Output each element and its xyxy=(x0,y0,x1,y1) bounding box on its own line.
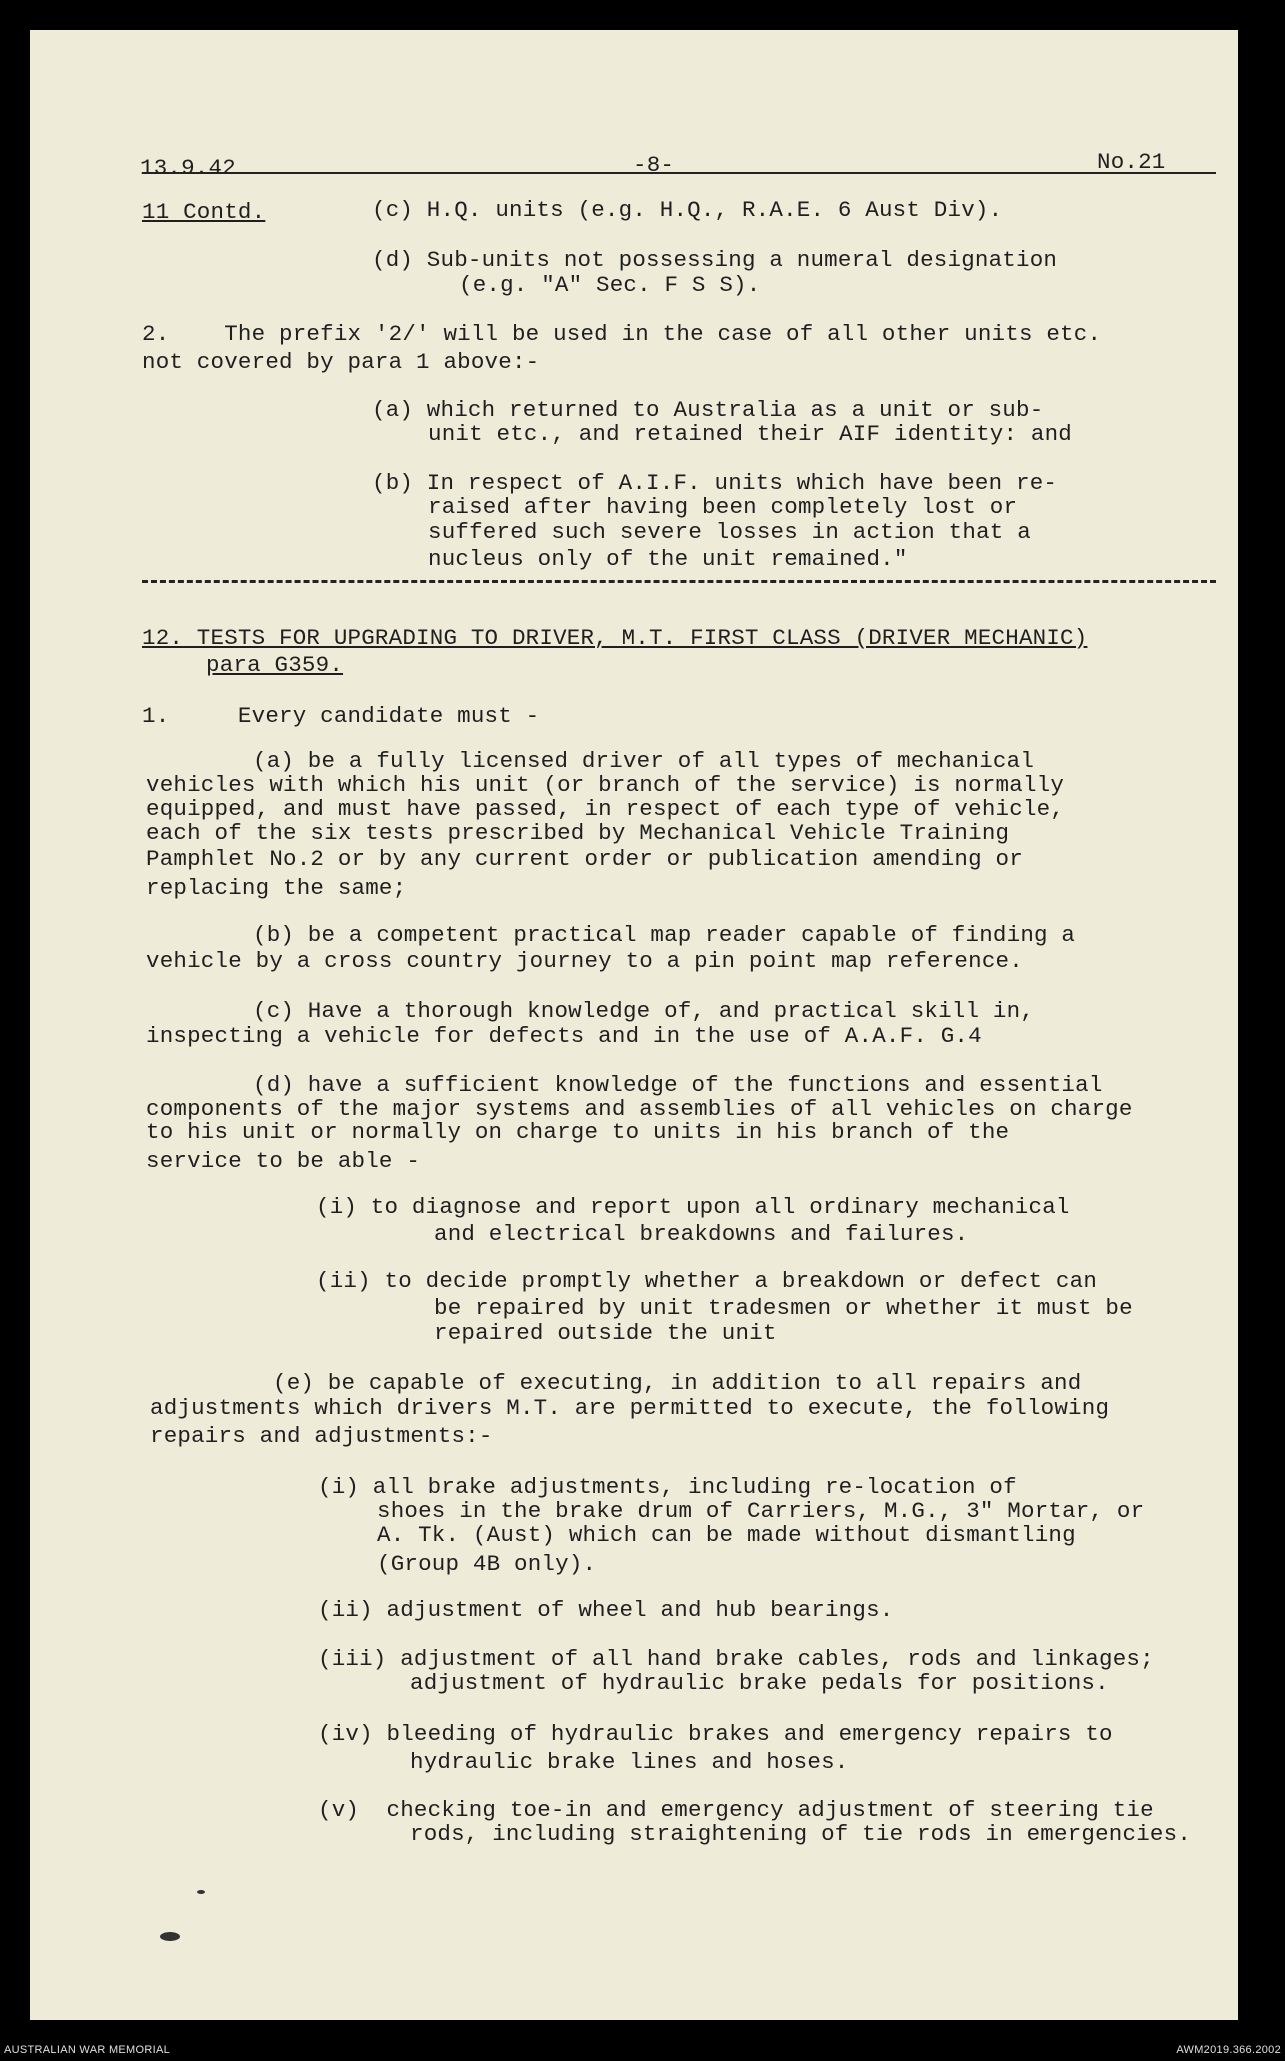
header-rule xyxy=(142,172,1216,174)
para-1a-line-1: (a) be a fully licensed driver of all types of mechanical xyxy=(253,748,1035,774)
binding-mark-small xyxy=(197,1890,205,1894)
section-12-heading-ref: para G359. xyxy=(206,652,344,678)
para-1-intro: 1. Every candidate must - xyxy=(142,703,540,729)
para-2-line-1: 2. The prefix '2/' will be used in the case of all other units etc. xyxy=(142,321,1102,347)
para-1a-line-5: Pamphlet No.2 or by any current order or publication amending or xyxy=(146,846,1023,872)
para-1e-i-line-4: (Group 4B only). xyxy=(377,1551,597,1577)
binding-mark xyxy=(160,1932,180,1941)
para-1c-line-2: inspecting a vehicle for defects and in the use of A.A.F. G.4 xyxy=(146,1023,982,1049)
para-1e-iii-line-2: adjustment of hydraulic brake pedals for positions. xyxy=(410,1670,1109,1696)
section-12-heading: 12. TESTS FOR UPGRADING TO DRIVER, M.T. FIRST CLASS (DRIVER MECHANIC) xyxy=(142,625,1088,651)
para-2b-line-3: suffered such severe losses in action that a xyxy=(428,519,1031,545)
para-1e-i-line-1: (i) all brake adjustments, including re-location of xyxy=(318,1474,1017,1500)
section-divider xyxy=(142,580,1216,583)
para-1b-line-1: (b) be a competent practical map reader capable of finding a xyxy=(253,922,1076,948)
para-1a-line-6: replacing the same; xyxy=(146,875,407,901)
para-2a-line-2: unit etc., and retained their AIF identity: and xyxy=(428,421,1073,447)
line-d-sub-units: (d) Sub-units not possessing a numeral designation xyxy=(372,247,1058,273)
para-1e-iii-line-1: (iii) adjustment of all hand brake cables, rods and linkages; xyxy=(318,1646,1154,1672)
line-c-hq-units: (c) H.Q. units (e.g. H.Q., R.A.E. 6 Aust Div). xyxy=(372,197,1003,223)
para-1d-i-line-1: (i) to diagnose and report upon all ordinary mechanical xyxy=(316,1194,1070,1220)
header-page-number: -8- xyxy=(633,152,675,178)
para-1d-line-4: service to be able - xyxy=(146,1148,421,1174)
para-2b-line-4: nucleus only of the unit remained." xyxy=(428,546,908,572)
para-1d-ii-line-3: repaired outside the unit xyxy=(434,1320,777,1346)
section-11-heading: 11 Contd. xyxy=(142,199,266,225)
para-1e-iv-line-1: (iv) bleeding of hydraulic brakes and emergency repairs to xyxy=(318,1721,1113,1747)
para-1c-line-1: (c) Have a thorough knowledge of, and practical skill in, xyxy=(253,998,1035,1024)
para-1e-v-line-1: (v) checking toe-in and emergency adjustment of steering tie xyxy=(318,1797,1154,1823)
footer-credit: AUSTRALIAN WAR MEMORIAL xyxy=(4,2044,171,2056)
para-2a-line-1: (a) which returned to Australia as a unit or sub- xyxy=(372,397,1044,423)
para-2b-line-2: raised after having been completely lost or xyxy=(428,494,1018,520)
para-1e-line-3: repairs and adjustments:- xyxy=(150,1423,493,1449)
para-1d-line-1: (d) have a sufficient knowledge of the functions and essential xyxy=(253,1072,1103,1098)
para-1e-iv-line-2: hydraulic brake lines and hoses. xyxy=(410,1749,849,1775)
para-1a-line-4: each of the six tests prescribed by Mechanical Vehicle Training xyxy=(146,820,1010,846)
para-1e-i-line-2: shoes in the brake drum of Carriers, M.G., 3" Mortar, or xyxy=(377,1498,1145,1524)
para-1d-ii-line-1: (ii) to decide promptly whether a breakdown or defect can xyxy=(316,1268,1098,1294)
para-1d-line-3: to his unit or normally on charge to units in his branch of the xyxy=(146,1119,1010,1145)
para-1b-line-2: vehicle by a cross country journey to a pin point map reference. xyxy=(146,948,1023,974)
para-2b-line-1: (b) In respect of A.I.F. units which have been re- xyxy=(372,470,1058,496)
header-date: 13.9.42 xyxy=(140,155,236,181)
para-2-line-2: not covered by para 1 above:- xyxy=(142,349,540,375)
para-1d-line-2: components of the major systems and assemblies of all vehicles on charge xyxy=(146,1096,1133,1122)
para-1e-line-1: (e) be capable of executing, in addition to all repairs and xyxy=(273,1370,1082,1396)
para-1a-line-2: vehicles with which his unit (or branch of the service) is normally xyxy=(146,772,1065,798)
para-1e-v-line-2: rods, including straightening of tie rods in emergencies. xyxy=(410,1821,1192,1847)
header-document-number: No.21 xyxy=(1097,149,1166,175)
para-1e-line-2: adjustments which drivers M.T. are permitted to execute, the following xyxy=(150,1395,1110,1421)
para-1e-i-line-3: A. Tk. (Aust) which can be made without dismantling xyxy=(377,1522,1076,1548)
para-1d-i-line-2: and electrical breakdowns and failures. xyxy=(434,1221,969,1247)
para-1e-ii: (ii) adjustment of wheel and hub bearings. xyxy=(318,1597,894,1623)
para-1a-line-3: equipped, and must have passed, in respect of each type of vehicle, xyxy=(146,796,1065,822)
para-1d-ii-line-2: be repaired by unit tradesmen or whether it must be xyxy=(434,1295,1133,1321)
line-d-example: (e.g. "A" Sec. F S S). xyxy=(459,272,761,298)
footer-catalogue-id: AWM2019.366.2002 xyxy=(1176,2044,1281,2056)
